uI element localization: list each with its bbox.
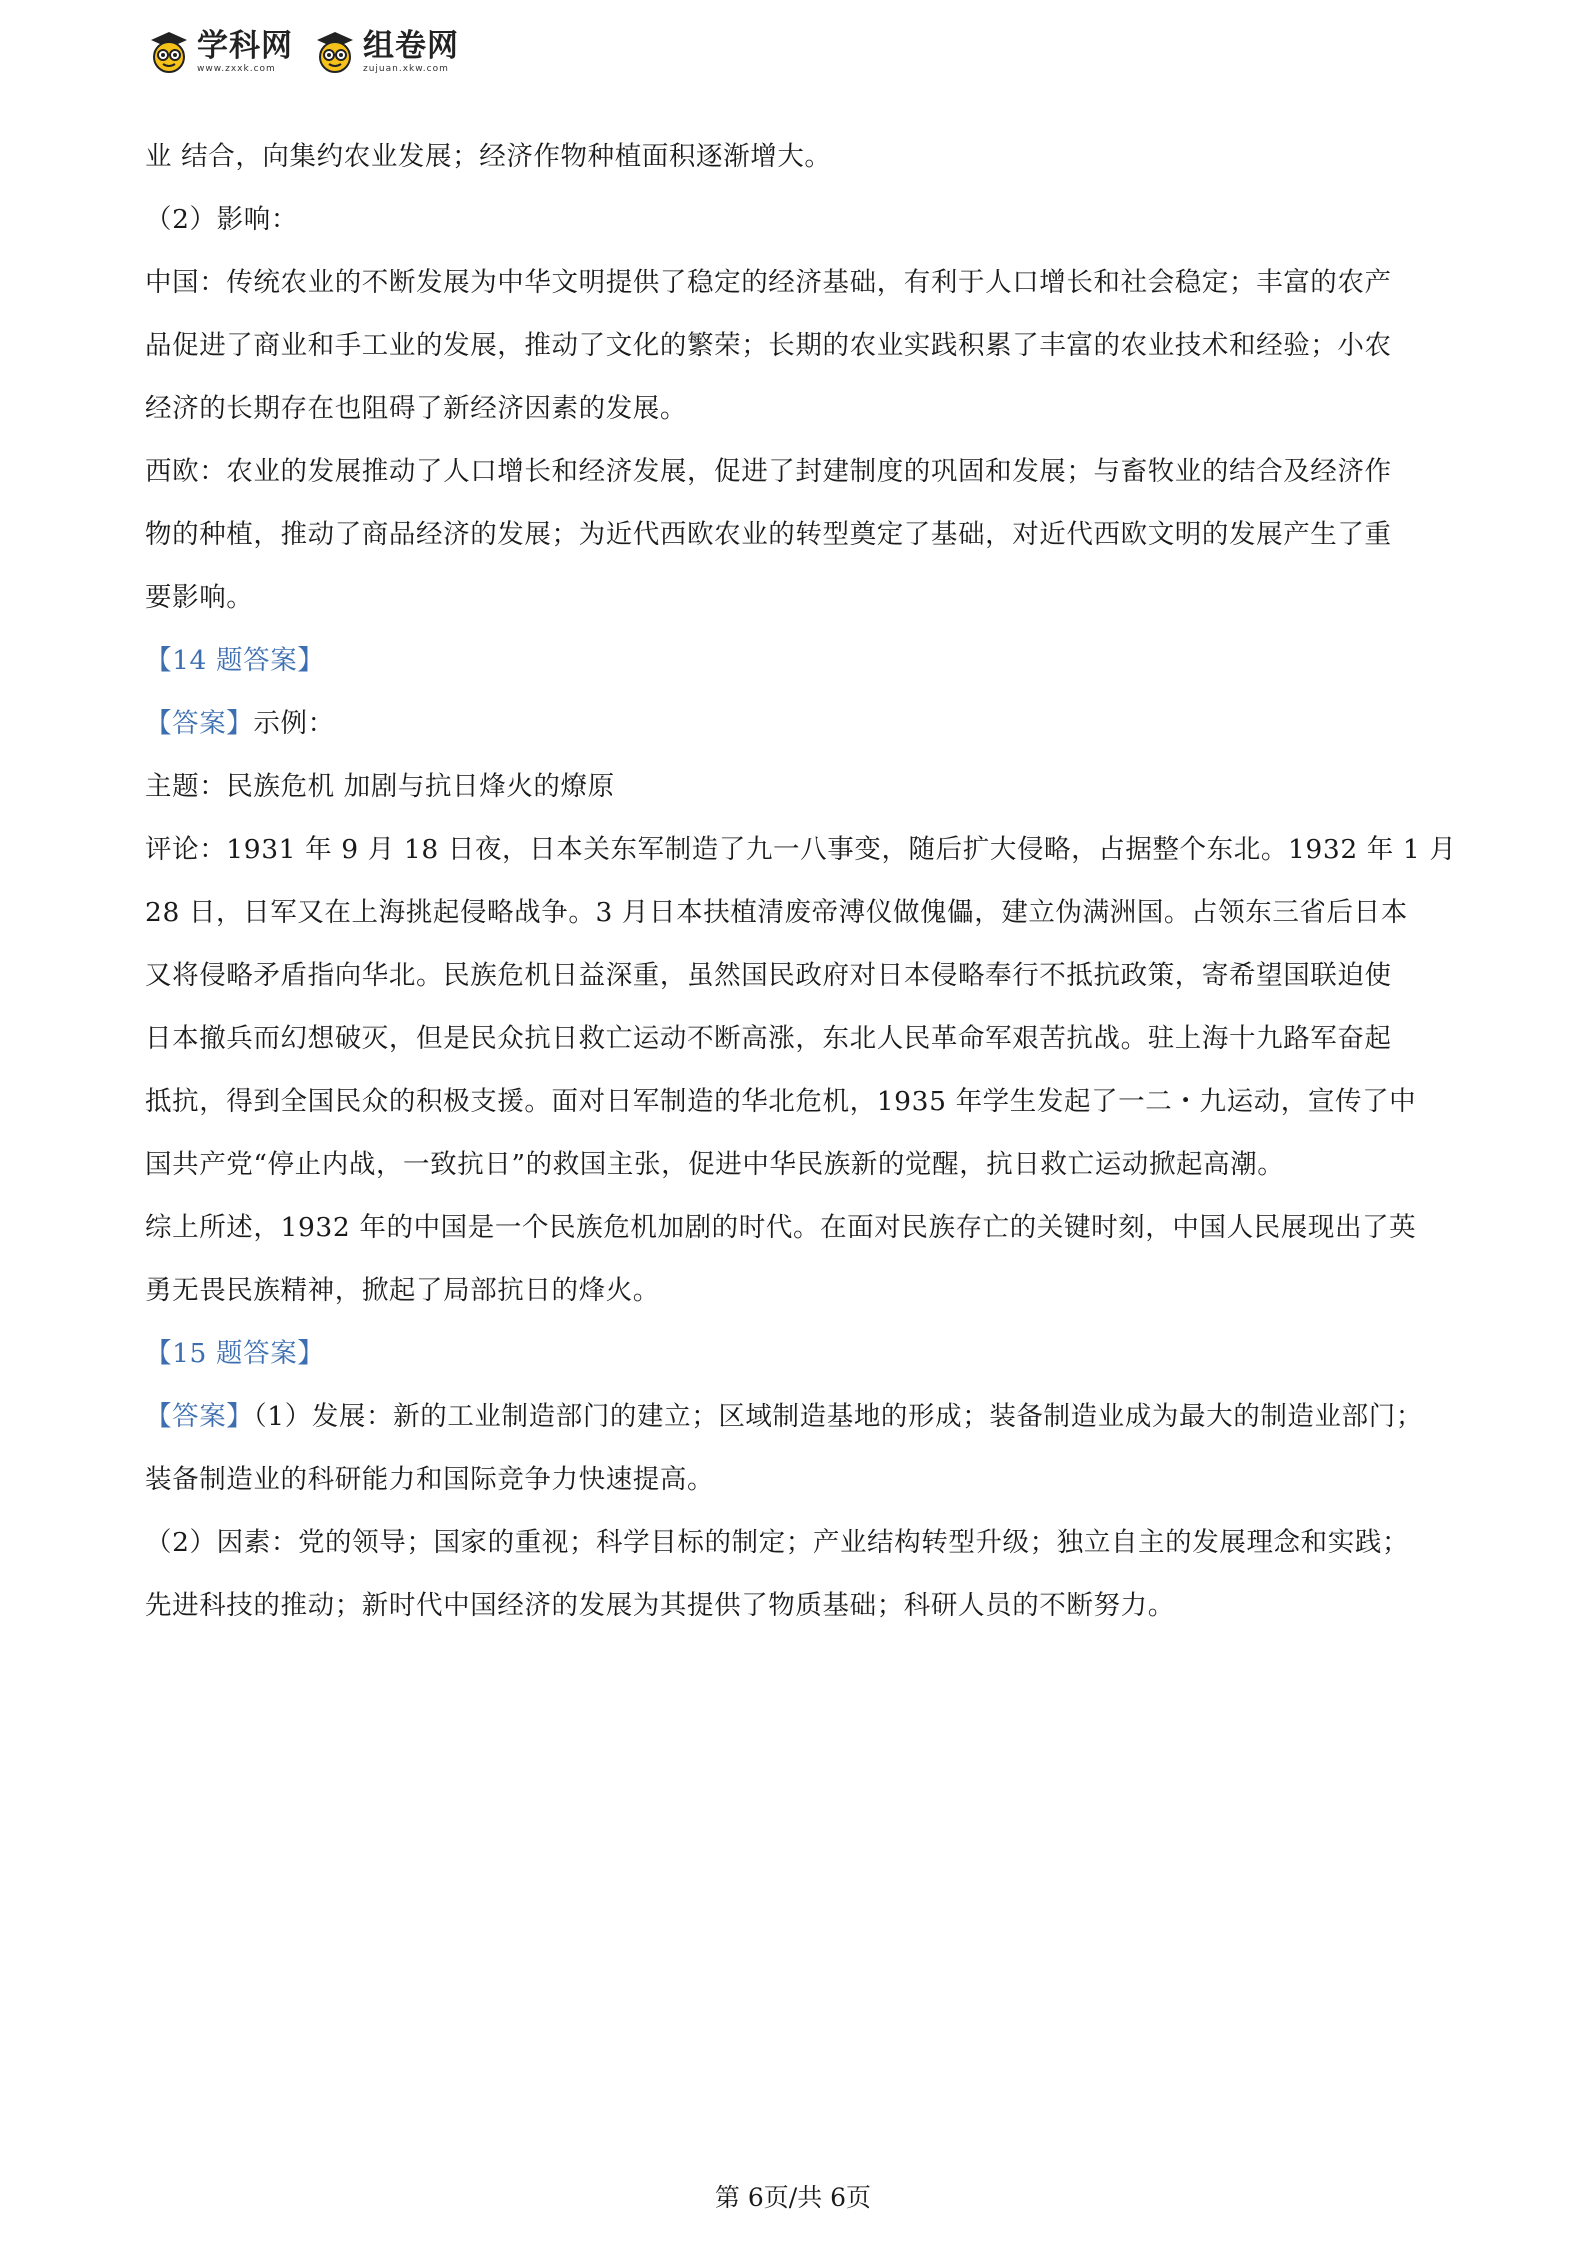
text-line [145, 188, 1445, 251]
line-text: 西欧：农业的发展推动了人口增长和经济发展，促进了封建制度的巩固和发展；与畜牧业的结合及经济作 [145, 456, 1392, 487]
line-text: 品促进了商业和手工业的发展，推动了文化的繁荣；长期的农业实践积累了丰富的农业技术和经验；小农 [145, 330, 1392, 361]
text-line [145, 125, 1445, 188]
answer-label: 【答案】 [145, 708, 254, 739]
text-line [145, 1448, 1445, 1511]
text-line [145, 1574, 1445, 1637]
document-body [145, 125, 1457, 1637]
text-line [145, 1511, 1445, 1574]
line-text: （2）影响： [145, 204, 298, 235]
text-line [145, 1259, 1445, 1322]
line-text: 中国：传统农业的不断发展为中华文明提供了稳定的经济基础，有利于人口增长和社会稳定；丰富的农产 [145, 267, 1392, 298]
answer-label: 【15 题答案】 [145, 1338, 325, 1369]
text-line [145, 881, 1445, 944]
line-text: 评论：1931 年 9 月 18 日夜，日本关东军制造了九一八事变，随后扩大侵略，占据整个东北。1932 年 1 月 [145, 834, 1457, 865]
text-line [145, 440, 1445, 503]
text-line [145, 1133, 1445, 1196]
logo-xuekewang[interactable] [145, 28, 293, 76]
answer-label: 【14 题答案】 [145, 645, 325, 676]
line-text: 要影响。 [145, 582, 254, 613]
text-line [145, 1196, 1445, 1259]
text-line [145, 566, 1445, 629]
text-line [145, 1322, 1445, 1385]
line-text: 装备制造业的科研能力和国际竞争力快速提高。 [145, 1464, 715, 1495]
logo-url: www.zxxk.com [197, 63, 276, 74]
mascot-icon [311, 28, 359, 76]
line-text: 先进科技的推动；新时代中国经济的发展为其提供了物质基础；科研人员的不断努力。 [145, 1590, 1175, 1621]
line-text: （1）发展：新的工业制造部门的建立；区域制造基地的形成；装备制造业成为最大的制造业部门； [253, 1401, 1423, 1432]
text-line [145, 755, 1445, 818]
line-text: 又将侵略矛盾指向华北。民族危机日益深重，虽然国民政府对日本侵略奉行不抵抗政策，寄希望国联迫使 [145, 960, 1392, 991]
line-text: 主题：民族危机 加剧与抗日烽火的燎原 [145, 771, 615, 802]
line-text: 日本撤兵而幻想破灭，但是民众抗日救亡运动不断高涨，东北人民革命军艰苦抗战。驻上海十九路军奋起 [145, 1023, 1392, 1054]
logo-zujuanwang[interactable] [311, 28, 459, 76]
text-line [145, 377, 1445, 440]
text-line [145, 1007, 1445, 1070]
mascot-icon [145, 28, 193, 76]
text-line [145, 944, 1445, 1007]
text-line [145, 818, 1457, 881]
text-line [145, 692, 1445, 755]
logo-name: 组卷网 [363, 27, 459, 64]
text-line [145, 503, 1445, 566]
line-text: 经济的长期存在也阻碍了新经济因素的发展。 [145, 393, 687, 424]
answer-label: 【答案】 [145, 1401, 254, 1432]
line-text: 28 日，日军又在上海挑起侵略战争。3 月日本扶植清废帝溥仪做傀儡，建立伪满洲国。占领东三省后日本 [145, 897, 1408, 928]
line-text: （2）因素：党的领导；国家的重视；科学目标的制定；产业结构转型升级；独立自主的发展理念和实践； [145, 1527, 1410, 1558]
line-text: 国共产党“停止内战，一致抗日”的救国主张，促进中华民族新的觉醒，抗日救亡运动掀起高潮。 [145, 1149, 1285, 1180]
line-text: 抵抗，得到全国民众的积极支援。面对日军制造的华北危机，1935 年学生发起了一二・九运动，宣传了中 [145, 1086, 1417, 1117]
text-line [145, 1070, 1445, 1133]
line-text: 业 结合，向集约农业发展；经济作物种植面积逐渐增大。 [145, 141, 832, 172]
text-line [145, 251, 1445, 314]
line-text: 示例： [253, 708, 335, 739]
text-line [145, 1385, 1445, 1448]
logo-name: 学科网 [197, 27, 293, 64]
header [145, 22, 477, 82]
line-text: 综上所述，1932 年的中国是一个民族危机加剧的时代。在面对民族存亡的关键时刻，中国人民展现出了英 [145, 1212, 1417, 1243]
logo-url: zujuan.xkw.com [363, 63, 449, 74]
page-number: 第 6页/共 6页 [714, 2183, 872, 2212]
line-text: 物的种植，推动了商品经济的发展；为近代西欧农业的转型奠定了基础，对近代西欧文明的发展产生了重 [145, 519, 1392, 550]
line-text: 勇无畏民族精神，掀起了局部抗日的烽火。 [145, 1275, 660, 1306]
text-line [145, 314, 1445, 377]
text-line [145, 629, 1445, 692]
